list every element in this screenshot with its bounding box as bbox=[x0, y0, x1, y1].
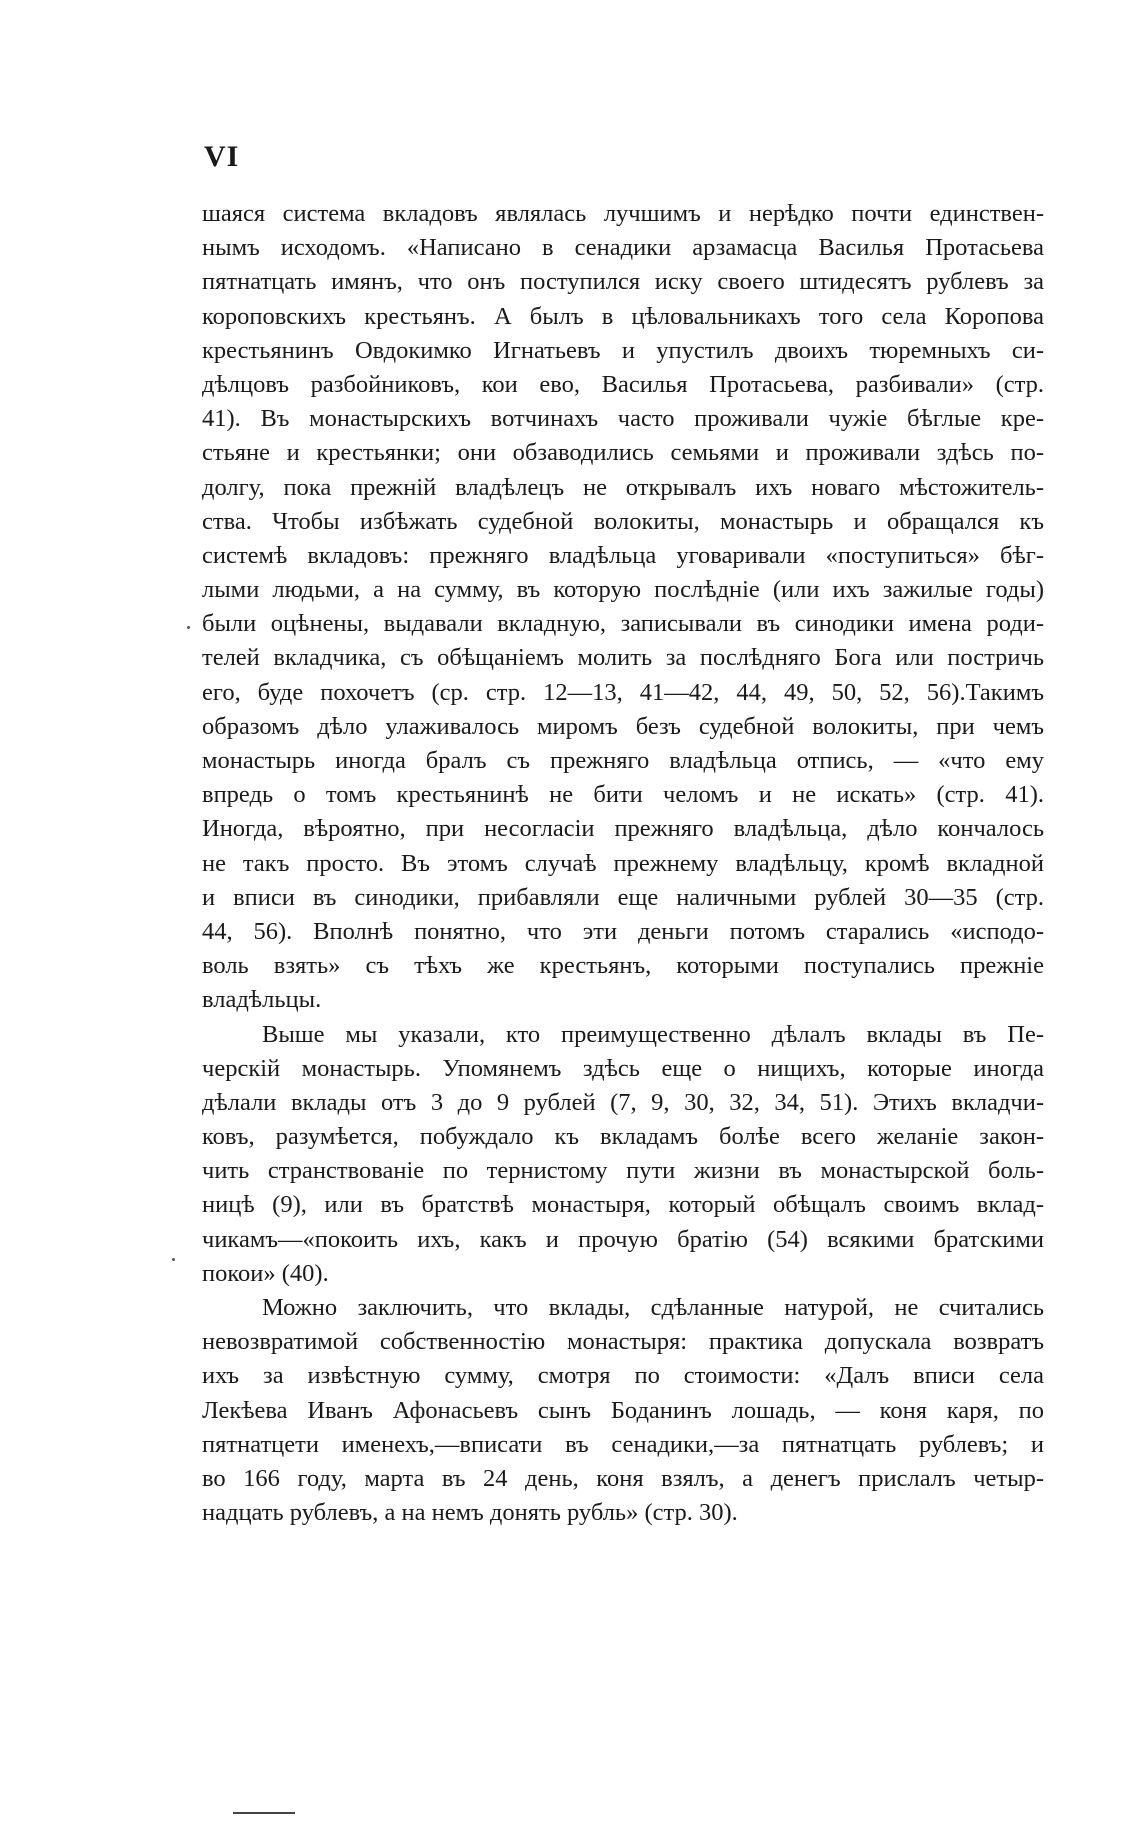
text-line: системѣ вкладовъ: прежняго владѣльца уговаривали «поступиться» бѣг- bbox=[202, 541, 1044, 569]
text-line: Выше мы указали, кто преимущественно дѣлалъ вклады въ Пе- bbox=[262, 1020, 1044, 1048]
text-line: образомъ дѣло улаживалось миромъ безъ судебной волокиты, при чемъ bbox=[202, 712, 1044, 740]
text-line: владѣльцы. bbox=[202, 986, 322, 1014]
page-number: VI bbox=[204, 140, 240, 173]
text-line: крестьянинъ Овдокимко Игнатьевъ и упустилъ двоихъ тюремныхъ си- bbox=[202, 336, 1044, 364]
paragraph bbox=[202, 1291, 1044, 1530]
text-line: 44, 56). Вполнѣ понятно, что эти деньги потомъ старались «исподо- bbox=[202, 917, 1044, 945]
text-line: были оцѣнены, выдавали вкладную, записывали въ синодики имена роди- bbox=[202, 610, 1044, 638]
text-line: его, буде похочетъ (ср. стр. 12—13, 41—42, 44, 49, 50, 52, 56).Такимъ bbox=[202, 678, 1044, 706]
text-line: надцать рублевъ, а на немъ донять рубль» (стр. 30). bbox=[202, 1499, 738, 1527]
body-text bbox=[202, 197, 1044, 1530]
text-line: лыми людьми, а на сумму, въ которую послѣднiе (или ихъ зажилые годы) bbox=[202, 576, 1044, 604]
paragraph bbox=[202, 1018, 1044, 1292]
text-line: и вписи въ синодики, прибавляли еще наличными рублей 30—35 (стр. bbox=[202, 883, 1044, 911]
text-line: невозвратимой собственностiю монастыря: практика допускала возвратъ bbox=[202, 1328, 1044, 1356]
text-line: 41). Въ монастырскихъ вотчинахъ часто проживали чужiе бѣглые кре- bbox=[202, 405, 1044, 433]
text-line: ства. Чтобы избѣжать судебной волокиты, монастырь и обращался къ bbox=[202, 507, 1044, 535]
text-line: Лекѣева Иванъ Афонасьевъ сынъ Боданинъ лошадь, — коня каря, по bbox=[202, 1396, 1044, 1424]
text-line: впредь о томъ крестьянинѣ не бити челомъ и не искать» (стр. 41). bbox=[202, 781, 1044, 809]
text-line: пятнатцать имянъ, что онъ поступился иску своего штидесятъ рублевъ за bbox=[202, 268, 1044, 296]
text-line: воль взять» съ тѣхъ же крестьянъ, которыми поступались прежнiе bbox=[202, 952, 1044, 980]
text-line: шаяся система вкладовъ являлась лучшимъ и нерѣдко почти единствен- bbox=[202, 200, 1044, 227]
text-line: не такъ просто. Въ этомъ случаѣ прежнему владѣльцу, кромѣ вкладной bbox=[202, 849, 1044, 877]
text-line: долгу, пока прежнiй владѣлецъ не открывалъ ихъ новаго мѣстожитель- bbox=[202, 473, 1044, 501]
text-line: чить странствованiе по тернистому пути жизни въ монастырской боль- bbox=[202, 1157, 1044, 1185]
text-line: дѣлцовъ разбойниковъ, кои ево, Василья Протасьева, разбивали» (стр. bbox=[202, 370, 1044, 398]
text-line: во 166 году, марта въ 24 день, коня взялъ, а денегъ прислалъ четыр- bbox=[202, 1464, 1044, 1492]
text-line: дѣлали вклады отъ 3 до 9 рублей (7, 9, 30, 32, 34, 51). Этихъ вкладчи- bbox=[202, 1088, 1044, 1116]
footer-rule bbox=[233, 1812, 295, 1814]
text-line: монастырь иногда бралъ съ прежняго владѣльца отпись, — «что ему bbox=[202, 747, 1044, 774]
text-line: чикамъ—«покоить ихъ, какъ и прочую братiю (54) всякими братскими bbox=[202, 1225, 1044, 1253]
text-line: телей вкладчика, съ обѣщанiемъ молить за послѣдняго Бога или постричь bbox=[202, 644, 1044, 672]
text-line: Можно заключить, что вклады, сдѣланные натурой, не считались bbox=[262, 1294, 1044, 1321]
text-line: Иногда, вѣроятно, при несогласiи прежняго владѣльца, дѣло кончалось bbox=[202, 815, 1044, 843]
text-line: черскiй монастырь. Упомянемъ здѣсь еще о нищихъ, которые иногда bbox=[202, 1054, 1044, 1082]
text-line: ковъ, разумѣется, побуждало къ вкладамъ болѣе всего желанiе закон- bbox=[202, 1123, 1044, 1151]
text-line: покои» (40). bbox=[202, 1259, 329, 1287]
text-line: ницѣ (9), или въ братствѣ монастыря, который обѣщалъ своимъ вклад- bbox=[202, 1191, 1044, 1219]
text-line: пятнатцети именехъ,—вписати въ сенадики,—за пятнатцать рублевъ; и bbox=[202, 1430, 1044, 1458]
scan-speck bbox=[172, 1258, 175, 1261]
paragraph bbox=[202, 197, 1044, 1018]
text-line: нымъ исходомъ. «Написано в сенадики арзамасца Василья Протасьева bbox=[202, 234, 1044, 262]
text-line: ихъ за извѣстную сумму, смотря по стоимости: «Далъ вписи села bbox=[202, 1362, 1044, 1390]
scan-speck bbox=[187, 626, 190, 629]
text-line: короповскихъ крестьянъ. А былъ в цѣловальникахъ того села Коропова bbox=[202, 302, 1044, 330]
text-line: стьяне и крестьянки; они обзаводились семьями и проживали здѣсь по- bbox=[202, 439, 1044, 467]
